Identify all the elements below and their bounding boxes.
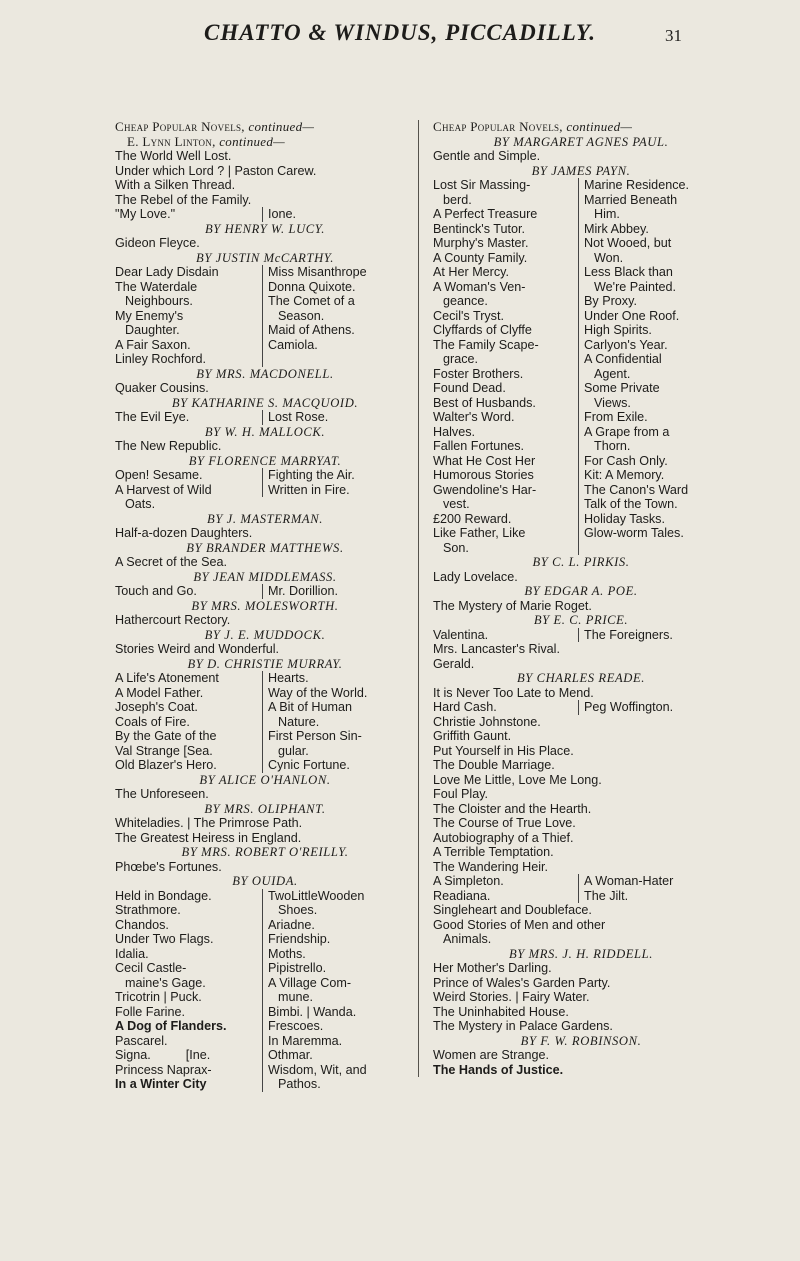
book-title: The Wandering Heir.: [433, 859, 549, 874]
book-title: Mr. Dorillion.: [262, 584, 415, 599]
author-heading: BY E. C. PRICE.: [533, 613, 629, 627]
book-title: Less Black than: [584, 265, 673, 279]
book-title: Folle Farine.: [115, 1004, 185, 1019]
book-title: The Foreigners.: [578, 628, 729, 643]
author-heading: BY JUSTIN McCARTHY.: [196, 250, 334, 265]
book-title: By the Gate of the: [115, 729, 217, 743]
column-heading: [433, 120, 729, 135]
book-title: The World Well Lost.: [115, 149, 232, 163]
heading-continued: continued—: [566, 119, 633, 134]
book-title: Coals of Fire.: [115, 714, 190, 729]
author-heading: BY JAMES PAYN.: [531, 163, 631, 178]
book-title: A Woman's Ven-: [433, 279, 526, 294]
book-title: Prince of Wales's Garden Party.: [433, 975, 611, 990]
author-name: E. Lynn Linton,: [127, 133, 216, 149]
author-heading: BY HENRY W. LUCY.: [205, 221, 325, 236]
book-title: The Evil Eye.: [115, 410, 190, 424]
book-title: A Village Com-: [268, 975, 352, 990]
book-title: Pipistrello.: [268, 961, 327, 975]
book-title: A Life's Atonement: [115, 671, 219, 685]
book-title: Animals.: [443, 932, 492, 946]
book-title: berd.: [443, 192, 472, 207]
book-title: Ione.: [262, 207, 415, 222]
author-heading: BY W. H. MALLOCK.: [204, 424, 326, 439]
book-title: Agent.: [594, 366, 631, 381]
book-title: The Canon's Ward: [584, 482, 689, 497]
heading-continued: continued—: [248, 119, 315, 134]
book-title: Oats.: [125, 497, 156, 511]
heading-text: Cheap Popular Novels,: [433, 119, 563, 134]
book-title: TwoLittleWooden: [268, 888, 365, 903]
book-title: Cecil Castle-: [115, 961, 187, 975]
author-heading: BY EDGAR A. POE.: [524, 584, 638, 598]
book-title: Not Wooed, but: [584, 236, 672, 250]
book-title: Cecil's Tryst.: [433, 308, 504, 323]
book-title: Signa. [Ine.: [115, 1048, 211, 1062]
author-heading: BY MRS. MOLESWORTH.: [191, 598, 339, 613]
book-title: Idalia.: [115, 946, 149, 961]
book-title: Strathmore.: [115, 903, 181, 917]
book-title: A Model Father.: [115, 685, 204, 700]
book-title: Lady Lovelace.: [433, 569, 518, 584]
book-title: My Enemy's: [115, 308, 184, 323]
book-title: Clyffards of Clyffe: [433, 323, 532, 337]
book-title: In Maremma.: [268, 1033, 343, 1048]
book-title: Carlyon's Year.: [584, 337, 668, 352]
book-title: Like Father, Like: [433, 526, 526, 540]
book-title: Pascarel.: [115, 1033, 168, 1048]
book-title: The Rebel of the Family.: [115, 192, 252, 207]
title-pair: [115, 207, 415, 222]
book-title: A Fair Saxon.: [115, 337, 191, 352]
book-title: Hard Cash.: [433, 700, 497, 714]
book-title: Princess Naprax-: [115, 1062, 212, 1077]
book-title: Christie Johnstone.: [433, 714, 541, 729]
running-title: CHATTO & WINDUS, PICCADILLY.: [203, 20, 596, 45]
book-title: The Comet of a: [268, 294, 355, 308]
book-title: With a Silken Thread.: [115, 178, 236, 192]
book-title: geance.: [443, 294, 488, 308]
book-title: Her Mother's Darling.: [433, 961, 552, 975]
book-title: Open! Sesame.: [115, 468, 203, 482]
author-heading: BY J. MASTERMAN.: [207, 511, 323, 526]
title-pair: [433, 628, 729, 643]
book-title: Mirk Abbey.: [584, 221, 649, 236]
book-title: Marine Residence.: [584, 178, 689, 192]
book-title: A County Family.: [433, 250, 528, 265]
book-title: The Family Scape-: [433, 337, 539, 352]
book-title: For Cash Only.: [584, 453, 668, 468]
book-title: A Woman-Hater: [578, 874, 729, 889]
book-title: Singleheart and Doubleface.: [433, 903, 592, 917]
book-title: The Greatest Heiress in England.: [115, 830, 302, 845]
title-grid: [115, 265, 415, 367]
title-pair: [115, 410, 415, 425]
left-column: [115, 120, 415, 1092]
author-heading: BY JEAN MIDDLEMASS.: [193, 569, 337, 584]
book-title: Bimbi. | Wanda.: [268, 1004, 357, 1019]
book-title: Old Blazer's Hero.: [115, 758, 217, 772]
book-title: Bentinck's Tutor.: [433, 221, 526, 236]
book-title: Valentina.: [433, 627, 489, 642]
book-title: Readiana.: [433, 888, 491, 903]
book-title: A Bit of Human: [268, 700, 352, 714]
book-title: From Exile.: [584, 410, 648, 424]
book-title: At Her Mercy.: [433, 265, 510, 279]
title-pair: [115, 584, 415, 599]
book-title: A Grape from a: [584, 424, 670, 439]
book-title: Moths.: [268, 946, 306, 961]
book-title: Best of Husbands.: [433, 395, 536, 410]
book-title: In a Winter City: [115, 1077, 207, 1091]
book-title: Murphy's Master.: [433, 236, 529, 250]
title-grid-left: [433, 178, 578, 555]
author-heading: BY D. CHRISTIE MURRAY.: [187, 656, 343, 671]
page-header: [0, 12, 800, 46]
book-title: Fighting the Air.: [262, 468, 415, 483]
book-title: The Jilt.: [578, 889, 729, 904]
book-title: A Secret of the Sea.: [115, 555, 228, 569]
heading-text: Cheap Popular Novels,: [115, 119, 245, 134]
book-title: Friendship.: [268, 932, 331, 946]
book-title: High Spirits.: [584, 323, 652, 337]
book-title: The New Republic.: [115, 439, 222, 453]
book-title: Quaker Cousins.: [115, 381, 209, 395]
title-grid-right: [262, 265, 415, 367]
book-title: Thorn.: [594, 439, 631, 453]
book-title: Weird Stories. | Fairy Water.: [433, 990, 590, 1004]
author-heading: BY BRANDER MATTHEWS.: [186, 540, 344, 555]
book-title: Donna Quixote.: [268, 279, 356, 294]
book-title: By Proxy.: [584, 294, 637, 308]
page-number: 31: [665, 26, 682, 45]
column-heading: [115, 120, 415, 135]
book-title: Hearts.: [268, 671, 309, 685]
book-title: The Cloister and the Hearth.: [433, 801, 592, 816]
book-title: The Mystery of Marie Roget.: [433, 598, 592, 613]
title-grid-left: [115, 889, 262, 1092]
title-grid-right: [578, 178, 729, 555]
book-title: Foul Play.: [433, 787, 489, 801]
book-title: Frescoes.: [268, 1019, 324, 1033]
book-title: Gentle and Simple.: [433, 149, 541, 163]
book-title: Daughter.: [125, 323, 180, 337]
book-title: maine's Gage.: [125, 975, 206, 990]
book-title: Glow-worm Tales.: [584, 526, 684, 540]
author-heading: BY MRS. OLIPHANT.: [204, 801, 326, 816]
author-heading: BY MRS. MACDONELL.: [196, 366, 334, 381]
book-title: It is Never Too Late to Mend.: [433, 685, 594, 700]
book-title: Touch and Go.: [115, 584, 197, 598]
right-column: [418, 120, 729, 1077]
book-title: The Mystery in Palace Gardens.: [433, 1019, 613, 1033]
book-title: Views.: [594, 395, 631, 410]
book-title: Linley Rochford.: [115, 352, 207, 366]
book-title: Val Strange [Sea.: [115, 743, 213, 758]
title-pair: [433, 700, 729, 715]
book-title: Whiteladies. | The Primrose Path.: [115, 816, 303, 830]
book-title: A Dog of Flanders.: [115, 1019, 227, 1033]
book-title: grace.: [443, 352, 479, 366]
book-title: gular.: [278, 743, 309, 758]
book-title: Maid of Athens.: [268, 323, 355, 337]
author-heading: BY ALICE O'HANLON.: [199, 772, 331, 787]
book-title: Phœbe's Fortunes.: [115, 859, 222, 874]
book-title: First Person Sin-: [268, 729, 362, 743]
book-title: Holiday Tasks.: [584, 511, 665, 526]
book-title: A Terrible Temptation.: [433, 845, 554, 859]
book-title: Dear Lady Disdain: [115, 265, 219, 279]
book-title: £200 Reward.: [433, 511, 512, 526]
book-title: vest.: [443, 497, 470, 511]
book-title: A Simpleton.: [433, 874, 504, 888]
heading-continued: continued—: [219, 133, 286, 149]
book-title: Under One Roof.: [584, 308, 680, 323]
book-title: Hathercourt Rectory.: [115, 613, 231, 627]
title-pair: [433, 874, 729, 889]
book-title: Fallen Fortunes.: [433, 439, 524, 453]
book-title: The Unforeseen.: [115, 787, 209, 801]
book-title: Pathos.: [278, 1077, 321, 1091]
book-title: "My Love.": [115, 207, 176, 221]
title-grid-left: [115, 671, 262, 773]
book-title: Son.: [443, 540, 469, 555]
author-heading: BY CHARLES READE.: [516, 671, 646, 685]
author-heading: BY F. W. ROBINSON.: [520, 1033, 642, 1048]
book-title: Married Beneath: [584, 192, 678, 207]
title-grid: [115, 889, 415, 1092]
book-title: Peg Woffington.: [578, 700, 729, 715]
book-title: Won.: [594, 250, 624, 265]
book-title: Some Private: [584, 381, 660, 395]
book-title: Griffith Gaunt.: [433, 729, 512, 743]
book-title: Season.: [278, 308, 325, 323]
book-title: Cynic Fortune.: [268, 758, 350, 772]
book-title: Ariadne.: [268, 917, 315, 932]
book-title: Wisdom, Wit, and: [268, 1062, 367, 1077]
author-continued: [115, 135, 415, 150]
book-title: Shoes.: [278, 903, 318, 917]
book-title: Kit: A Memory.: [584, 468, 665, 482]
author-heading: BY C. L. PIRKIS.: [532, 555, 630, 569]
title-grid-right: [262, 671, 415, 773]
book-title: Halves.: [433, 424, 475, 439]
book-title: Joseph's Coat.: [115, 700, 198, 714]
title-pair: [115, 468, 415, 483]
title-grid: [115, 671, 415, 773]
book-title: Foster Brothers.: [433, 366, 524, 381]
title-pair: [115, 483, 415, 498]
book-title: Humorous Stories: [433, 468, 534, 482]
book-title: Written in Fire.: [262, 483, 415, 498]
book-title: Held in Bondage.: [115, 888, 212, 903]
author-heading: BY FLORENCE MARRYAT.: [188, 453, 342, 468]
author-heading: BY KATHARINE S. MACQUOID.: [171, 395, 359, 410]
title-pair: [433, 889, 729, 904]
book-title: A Perfect Treasure: [433, 207, 538, 221]
book-title: The Double Marriage.: [433, 758, 555, 772]
book-title: Talk of the Town.: [584, 497, 678, 511]
title-grid-right: [262, 889, 415, 1092]
book-title: Under which Lord ? | Paston Carew.: [115, 163, 317, 178]
book-title: Neighbours.: [125, 294, 193, 308]
book-title: Chandos.: [115, 917, 169, 932]
author-heading: BY MRS. ROBERT O'REILLY.: [181, 845, 349, 859]
book-title: The Hands of Justice.: [433, 1062, 564, 1077]
book-title: Miss Misanthrope: [268, 265, 367, 279]
book-title: Women are Strange.: [433, 1048, 549, 1062]
title-grid-left: [115, 265, 262, 367]
author-heading: BY J. E. MUDDOCK.: [204, 627, 326, 642]
book-title: Gwendoline's Har-: [433, 482, 537, 497]
title-grid: [433, 178, 729, 555]
book-title: Gerald.: [433, 656, 475, 671]
book-title: The Waterdale: [115, 279, 198, 294]
book-title: Good Stories of Men and other: [433, 917, 606, 932]
book-title: Love Me Little, Love Me Long.: [433, 772, 602, 787]
book-title: Stories Weird and Wonderful.: [115, 642, 280, 656]
author-heading: BY MRS. J. H. RIDDELL.: [508, 946, 654, 961]
book-title: The Course of True Love.: [433, 816, 576, 830]
book-title: Mrs. Lancaster's Rival.: [433, 642, 560, 656]
book-title: What He Cost Her: [433, 453, 536, 468]
book-title: Camiola.: [268, 337, 318, 352]
book-title: Half-a-dozen Daughters.: [115, 526, 253, 540]
book-title: Under Two Flags.: [115, 932, 214, 946]
book-title: Him.: [594, 207, 620, 221]
book-title: Autobiography of a Thief.: [433, 830, 574, 845]
book-title: A Confidential: [584, 352, 662, 366]
book-title: Othmar.: [268, 1048, 313, 1062]
author-heading: BY OUIDA.: [232, 874, 298, 888]
book-title: Nature.: [278, 714, 320, 729]
book-title: Walter's Word.: [433, 410, 515, 424]
book-title: Lost Rose.: [262, 410, 415, 425]
book-title: Found Dead.: [433, 381, 506, 395]
book-title: mune.: [278, 990, 314, 1004]
book-title: Tricotrin | Puck.: [115, 990, 202, 1004]
book-title: Way of the World.: [268, 685, 368, 700]
book-title: Put Yourself in His Place.: [433, 743, 574, 758]
book-title: Gideon Fleyce.: [115, 236, 200, 250]
book-title: The Uninhabited House.: [433, 1004, 569, 1019]
book-title: We're Painted.: [594, 279, 676, 294]
author-heading: BY MARGARET AGNES PAUL.: [493, 134, 669, 149]
book-title: Lost Sir Massing-: [433, 178, 531, 192]
book-title: A Harvest of Wild: [115, 482, 212, 497]
